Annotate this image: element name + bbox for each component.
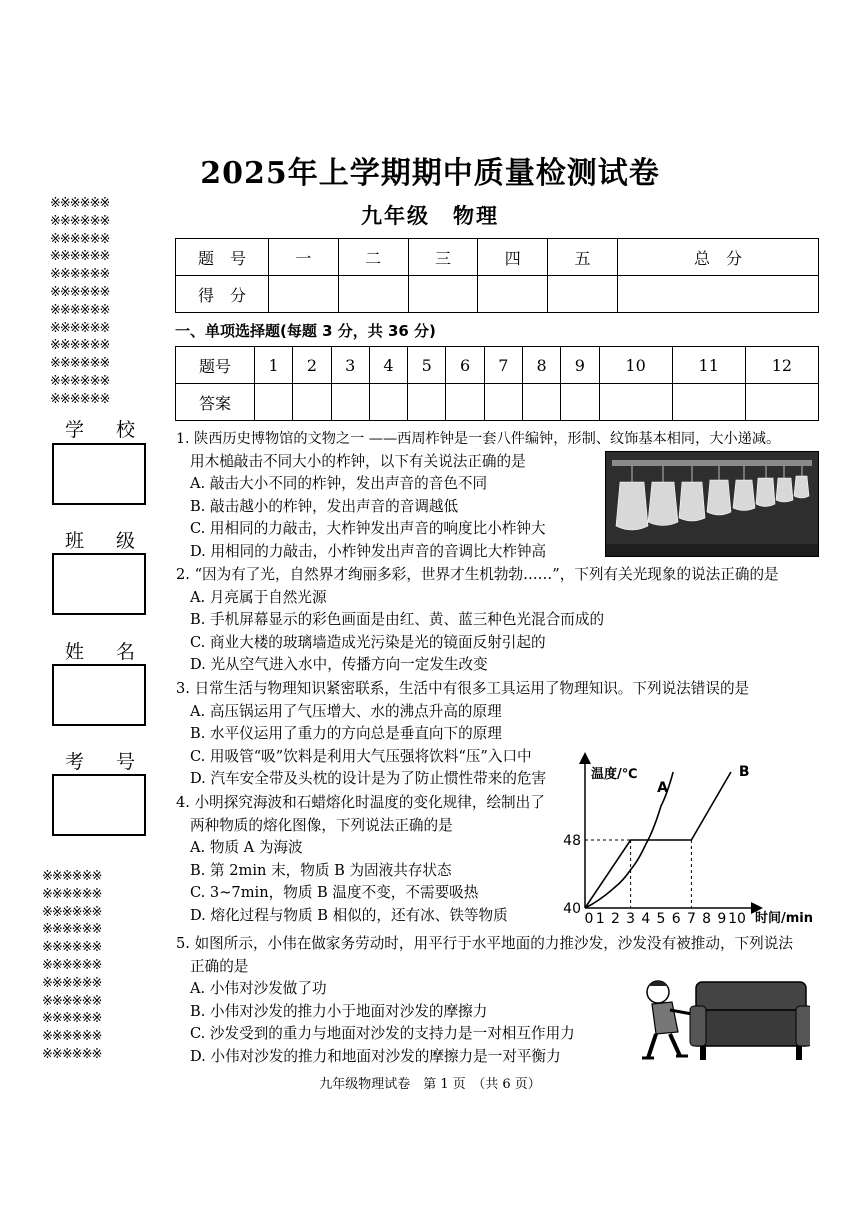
option-c: C. 沙发受到的重力与地面对沙发的支持力是一对相互作用力 (190, 1025, 575, 1043)
answer-number: 11 (672, 347, 745, 384)
y-tick-label: 40 (563, 901, 581, 917)
answer-number: 10 (599, 347, 672, 384)
score-cell[interactable] (478, 276, 548, 313)
score-header-cell: 题 号 (176, 239, 269, 276)
answer-number: 6 (446, 347, 484, 384)
answer-cell[interactable] (745, 384, 818, 421)
answer-cell[interactable] (522, 384, 560, 421)
answer-number: 3 (331, 347, 369, 384)
answer-number: 9 (561, 347, 599, 384)
x-tick-label: 3 (626, 911, 636, 927)
score-header-cell: 二 (338, 239, 408, 276)
name-label: 姓 名 (65, 641, 135, 663)
score-cell[interactable] (269, 276, 339, 313)
answer-number: 7 (484, 347, 522, 384)
x-tick-label: 4 (641, 911, 651, 927)
section-title: 一、单项选择题(每题 3 分，共 36 分) (175, 322, 436, 340)
option-a: A. 物质 A 为海波 (190, 839, 303, 857)
x-tick-label: 8 (702, 911, 712, 927)
answer-number: 8 (522, 347, 560, 384)
exam-number-field[interactable] (52, 774, 146, 836)
exam-number-label: 考 号 (65, 751, 135, 773)
option-b: B. 水平仪运用了重力的方向总是垂直向下的原理 (190, 725, 502, 743)
score-header-cell: 一 (269, 239, 339, 276)
answer-header-label: 题号 (176, 347, 255, 384)
x-tick-label: 2 (610, 911, 620, 927)
option-c: C. 3~7min，物质 B 温度不变，不需要吸热 (190, 884, 479, 902)
option-b: B. 小伟对沙发的推力小于地面对沙发的摩擦力 (190, 1002, 488, 1020)
answer-cell[interactable] (561, 384, 599, 421)
option-c: C. 用吸管“吸”饮料是利用大气压强将饮料“压”入口中 (190, 747, 532, 765)
sofa (690, 982, 810, 1060)
answer-number: 12 (745, 347, 818, 384)
answer-cell[interactable] (331, 384, 369, 421)
question-2: 2. “因为有了光，自然界才绚丽多彩，世界才生机勃勃……”，下列有关光现象的说法正确的是 A. 月亮属于自然光源 B. 手机屏幕显示的彩色画面是由红、黄、蓝三种色光混合而成的 C. 商业大楼的玻璃墙造成光污染是光的镜面反射引起的 D. 光从空气进入水中，传播方向一定发生改变 (176, 564, 779, 677)
option-c: C. 用相同的力敲击，大柞钟发出声音的响度比小柞钟大 (190, 520, 546, 538)
option-a: A. 敲击大小不同的柞钟，发出声音的音色不同 (190, 475, 488, 493)
score-header-cell: 总 分 (617, 239, 818, 276)
margin-stars-top: ※※※※※※ ※※※※※※ ※※※※※※ ※※※※※※ ※※※※※※ ※※※※※※ ※※※※※※ ※※※※※※ ※※※※※※ ※※※※※※ ※※※※※※ ※※※※※※ (50, 196, 110, 407)
boy-figure (642, 981, 692, 1058)
answer-cell[interactable] (599, 384, 672, 421)
margin-stars-bottom: ※※※※※※ ※※※※※※ ※※※※※※ ※※※※※※ ※※※※※※ ※※※※※※ ※※※※※※ ※※※※※※ ※※※※※※ ※※※※※※ ※※※※※※ (42, 869, 102, 1062)
name-field[interactable] (52, 664, 146, 726)
class-field[interactable] (52, 553, 146, 615)
answer-number: 1 (255, 347, 293, 384)
school-label: 学 校 (65, 419, 135, 441)
score-header-cell: 三 (408, 239, 478, 276)
score-cell[interactable] (617, 276, 818, 313)
score-header-cell: 四 (478, 239, 548, 276)
school-field[interactable] (52, 443, 146, 505)
y-axis-label: 温度/℃ (591, 767, 638, 782)
page-subtitle: 九年级 物理 (361, 203, 499, 228)
option-a: A. 小伟对沙发做了功 (190, 980, 327, 998)
x-tick-label: 9 (717, 911, 727, 927)
option-d: D. 汽车安全带及头枕的设计是为了防止惯性带来的危害 (190, 770, 547, 788)
score-cell[interactable] (408, 276, 478, 313)
answer-cell[interactable] (484, 384, 522, 421)
x-tick-label: 5 (656, 911, 666, 927)
answer-cell[interactable] (446, 384, 484, 421)
question-5: 5. 如图所示，小伟在做家务劳动时，用平行于水平地面的力推沙发，沙发没有被推动，下列说法 正确的是 A. 小伟对沙发做了功 B. 小伟对沙发的推力小于地面对沙发的摩擦力 C. 沙发受到的重力与地面对沙发的支持力是一对相互作用力 D. 小伟对沙发的推力和地面对沙发的摩擦力是一对平衡力 (176, 933, 793, 1069)
option-b: B. 敲击越小的柞钟，发出声音的音调越低 (190, 497, 459, 515)
series-b-label: B (738, 764, 750, 780)
question-1: 1. 陕西历史博物馆的文物之一 ——西周柞钟是一套八件编钟，形制、纹饰基本相同，大小递减。 用木槌敲击不同大小的柞钟，以下有关说法正确的是 A. 敲击大小不同的柞钟，发出声音的音色不同 B. 敲击越小的柞钟，发出声音的音调越低 C. 用相同的力敲击，大柞钟发出声音的响度比小柞钟大 D. 用相同的力敲击，小柞钟发出声音的音调比大柞钟高 (176, 428, 780, 564)
melting-chart (555, 752, 817, 930)
score-header-cell: 五 (548, 239, 618, 276)
x-tick-label: 7 (686, 911, 696, 927)
x-tick-label: 6 (671, 911, 681, 927)
page-footer: 九年级物理试卷 第 1 页 （共 6 页） (319, 1077, 541, 1092)
option-d: D. 熔化过程与物质 B 相似的，还有冰、铁等物质 (190, 906, 508, 924)
question-3: 3. 日常生活与物理知识紧密联系，生活中有很多工具运用了物理知识。下列说法错误的是 A. 高压锅运用了气压增大、水的沸点升高的原理 B. 水平仪运用了重力的方向总是垂直向下的原理 C. 用吸管“吸”饮料是利用大气压强将饮料“压”入口中 D. 汽车安全带及头枕的设计是为了防止惯性带来的危害 (176, 678, 749, 791)
option-d: D. 光从空气进入水中，传播方向一定发生改变 (190, 656, 488, 674)
option-a: A. 月亮属于自然光源 (190, 588, 327, 606)
option-b: B. 手机屏幕显示的彩色画面是由红、黄、蓝三种色光混合而成的 (190, 611, 605, 629)
option-d: D. 用相同的力敲击，小柞钟发出声音的音调比大柞钟高 (190, 542, 547, 560)
class-label: 班 级 (65, 530, 135, 552)
x-tick-label: 10 (728, 911, 746, 927)
answer-number: 2 (293, 347, 331, 384)
answer-cell[interactable] (672, 384, 745, 421)
option-b: B. 第 2min 末，物质 B 为固液共存状态 (190, 861, 452, 879)
x-tick-label: 1 (595, 911, 605, 927)
answer-row-label: 答案 (176, 384, 255, 421)
x-tick-label: 0 (584, 911, 594, 927)
question-4: 4. 小明探究海波和石蜡熔化时温度的变化规律，绘制出了 两种物质的熔化图像，下列说法正确的是 A. 物质 A 为海波 B. 第 2min 末，物质 B 为固液共存状态 C. 3~7min，物质 B 温度不变，不需要吸热 D. 熔化过程与物质 B 相似的，还有冰、铁等物质 (176, 792, 545, 928)
option-d: D. 小伟对沙发的推力和地面对沙发的摩擦力是一对平衡力 (190, 1047, 561, 1065)
answer-number: 5 (408, 347, 446, 384)
answer-table (175, 346, 819, 421)
answer-number: 4 (369, 347, 407, 384)
score-table (175, 238, 819, 313)
option-a: A. 高压锅运用了气压增大、水的沸点升高的原理 (190, 702, 502, 720)
y-tick-label: 48 (563, 833, 581, 849)
option-c: C. 商业大楼的玻璃墙造成光污染是光的镜面反射引起的 (190, 633, 546, 651)
answer-cell[interactable] (293, 384, 331, 421)
sofa-push-illustration (630, 972, 810, 1068)
bell-set-photo (605, 451, 819, 557)
page-title: 2025年上学期期中质量检测试卷 (200, 156, 660, 191)
x-axis-label: 时间/min (755, 911, 814, 926)
score-cell[interactable] (548, 276, 618, 313)
series-a-label: A (657, 780, 669, 796)
score-cell[interactable] (338, 276, 408, 313)
answer-cell[interactable] (369, 384, 407, 421)
answer-cell[interactable] (408, 384, 446, 421)
answer-cell[interactable] (255, 384, 293, 421)
score-row-label: 得 分 (176, 276, 269, 313)
